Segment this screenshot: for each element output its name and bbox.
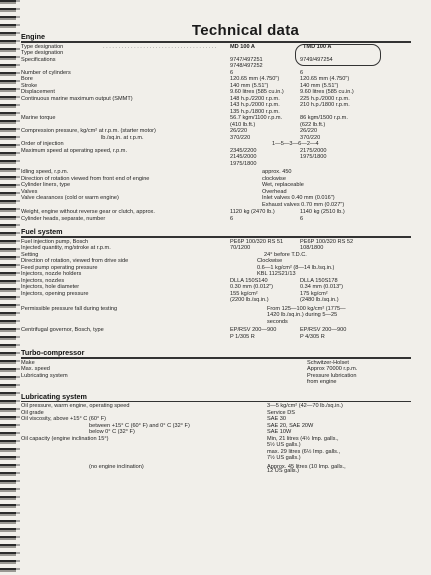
row-label: Oil grade [21, 409, 44, 416]
model-a-value: 56.7 kgm/1100 r.p.m. [230, 115, 283, 121]
row-label: Make [21, 359, 35, 366]
model-a-value: 120.65 mm (4.750") [230, 76, 280, 82]
section-rule [21, 41, 411, 43]
row-label: Oil pressure, warm engine, operating speed [21, 403, 130, 409]
model-a-value: 155 kg/cm² [230, 290, 258, 297]
lube-value: Min, 21 litres (4½ Imp. galls., [267, 435, 339, 442]
nozzle-holders-value: KBL 112S21/13 [257, 271, 296, 277]
detail-value: clockwise [262, 175, 286, 182]
row-label: Fuel injection pump, Bosch [21, 238, 89, 245]
detail-value: Wet, replaceable [262, 182, 304, 188]
turbo-value: from engine [307, 379, 337, 385]
section-rule [21, 236, 411, 238]
model-b-value: 1975/1800 [300, 154, 327, 160]
row-label: Cylinder liners, type [21, 182, 71, 188]
row-label: Direction of rotation viewed from front end of engine [21, 175, 150, 182]
row-label: Type designation [21, 50, 64, 56]
lube-value: SAE 10W [267, 429, 292, 435]
row-label: Displacement [21, 89, 55, 95]
binding-holes [16, 0, 20, 575]
row-label: (no engine inclination) [89, 463, 144, 470]
model-a-value: 2345/2200 [230, 147, 257, 154]
pressure-fall-value: From 125—100 kg/cm² (1775— [267, 305, 346, 312]
spec-content [21, 32, 425, 479]
model-a-value: EP/RSV 200—900 [230, 327, 277, 333]
model-a-value: 70/1200 [230, 245, 251, 251]
model-a-value: 2145/2000 [230, 154, 257, 160]
lube-value: 7½ US galls.) [267, 455, 301, 461]
section-engine-heading: Engine [21, 32, 45, 41]
model-b-value: 140 mm (5.51") [300, 82, 339, 89]
model-a-value: 148 h.p./2200 r.p.m. [230, 95, 280, 102]
row-label: Valve clearances (cold or warm engine) [21, 195, 119, 201]
model-b-value: 370/220 [300, 134, 321, 141]
model-b-value: DLLA 150S178 [300, 277, 338, 284]
model-a-value: 6 [230, 69, 234, 76]
row-label: Direction of rotation, viewed from drive side [21, 258, 129, 264]
model-a-value: 9.60 litres (585 cu.in.) [230, 89, 284, 95]
lube-value: max. 29 litres (6½ Imp. galls., [267, 448, 341, 455]
model-b-value: 9749/497254 [300, 56, 333, 63]
model-b-value: 6 [300, 215, 304, 222]
model-b-value: 86 kgm/1500 r.p.m. [300, 115, 348, 121]
model-b-value: P 4/305 R [300, 333, 325, 340]
row-label: Injectors, opening pressure [21, 290, 89, 297]
row-label: Injectors, hole diameter [21, 284, 80, 290]
row-label: Stroke [21, 82, 38, 89]
model-a-value: 1975/1800 [230, 160, 257, 167]
section-rule [21, 401, 411, 403]
model-a-value: (2200 lb./sq.in.) [230, 297, 269, 303]
row-label: Setting [21, 251, 39, 258]
row-label: Centrifugal governor, Bosch, type [21, 327, 104, 333]
row-label: Specifications [21, 56, 56, 63]
row-label: Compression pressure, kg/cm² at r.p.m. (starter motor) [21, 128, 156, 134]
row-label: Permissible pressure fall during testing [21, 305, 118, 312]
model-b-value: (2480 lb./sq.in.) [300, 297, 339, 303]
model-b-value: 108/1800 [300, 245, 324, 251]
lube-value: SAE 20, SAE 20W [267, 422, 314, 429]
model-b-value: 2175/2000 [300, 147, 327, 154]
model-b-value: 6 [300, 69, 304, 76]
setting-value: 24° before T.D.C. [264, 251, 307, 258]
lube-table [21, 403, 425, 479]
row-label: Max. speed [21, 366, 50, 372]
model-b-value: 210 h.p./1800 r.p.m. [300, 102, 350, 108]
pressure-fall-value: 1420 lb./sq.in.) during 5—25 [267, 312, 338, 318]
model-a-value: DLLA 150S140 [230, 277, 268, 284]
model-a-value: 1120 kg (2470 lb.) [230, 209, 275, 215]
pressure-fall-value: seconds [267, 318, 288, 325]
section-rule [21, 357, 411, 359]
injection-order-value: 1—5—3—6—2—4 [272, 141, 319, 147]
model-a-value: 9748/497252 [230, 63, 263, 69]
model-b-value: 225 h.p./2000 r.p.m. [300, 95, 350, 102]
row-label: Injected quantity, mg/stroke at r.p.m. [21, 245, 111, 251]
row-label: Weight, engine without reverse gear or clutch, approx. [21, 209, 155, 215]
row-label: Order of injection [21, 141, 64, 147]
model-b-value: 1140 kg (2510 lb.) [300, 209, 345, 215]
model-b-value: (622 lb.ft.) [300, 121, 326, 128]
model-b-value: EP/RSV 200—900 [300, 327, 347, 333]
model-a-value: PE6P 100/320 RS 51 [230, 238, 284, 245]
section-turbo-heading: Turbo-compressor [21, 348, 85, 357]
detail-value: Inlet valves 0.40 mm (0.016") [262, 195, 335, 201]
model-a-value: 135 h.p./1800 r.p.m. [230, 108, 280, 115]
model-b-value: 9.60 litres (585 cu.in.) [300, 89, 354, 95]
engine-table [21, 44, 425, 226]
lube-value: Approx. 45 litres (10 Imp. galls., [267, 463, 346, 470]
model-a-value: (410 lb.ft.) [230, 121, 256, 128]
feed-pressure-value: 0.6—1 kg/cm² (8—14 lb./sq.in.) [257, 264, 335, 271]
row-label: Bore [21, 76, 33, 82]
model-a-value: 26/220 [230, 128, 248, 134]
model-a-value: 9747/497251 [230, 56, 263, 63]
section-fuel-heading: Fuel system [21, 227, 63, 236]
row-label: Marine torque [21, 115, 56, 121]
detail-value: Exhaust valves 0.70 mm (0.027") [262, 201, 345, 208]
row-label: Oil viscosity, above +15° C (60° F) [21, 416, 107, 422]
model-b-value: 120.65 mm (4.750") [300, 76, 350, 82]
turbo-table [21, 360, 425, 388]
fuel-table [21, 239, 425, 347]
model-a-value: 370/220 [230, 134, 251, 141]
lube-value: SAE 30 [267, 416, 286, 422]
model-a-value: 143 h.p./2000 r.p.m. [230, 102, 280, 108]
model-a-value: P 1/305 R [230, 333, 255, 340]
model-b-value: 175 kg/cm² [300, 290, 328, 297]
turbo-value: Approx 70000 r.p.m. [307, 366, 358, 372]
row-label: Oil capacity (engine inclination 15°) [21, 435, 109, 442]
model-b-header: TMD 100 A [303, 43, 332, 50]
leader-dots: . . . . . . . . . . . . . . . . . . . . . . . . . . . . . . . . . . . . . [103, 43, 217, 50]
row-label: Continuous marine maximum output (SMMT) [21, 95, 133, 102]
spiral-binding [0, 0, 16, 575]
row-label: Idling speed, r.p.m. [21, 169, 69, 175]
row-label: Injectors, nozzle holders [21, 271, 82, 277]
model-a-value: 0.30 mm (0.012") [230, 284, 274, 290]
row-label: lb./sq.in. at r.p.m. [101, 134, 144, 141]
row-label: Injectors, nozzles [21, 277, 65, 284]
lube-value: 3—5 kg/cm² (42—70 lb./sq.in.) [267, 403, 343, 409]
turbo-value: Schwitzer-Holset [307, 359, 349, 366]
row-label: Maximum speed at operating speed, r.p.m. [21, 147, 128, 154]
row-label: Cylinder heads, separate, number [21, 215, 106, 222]
turbo-value: Pressure lubrication [307, 372, 357, 379]
model-b-value: 26/220 [300, 128, 318, 134]
model-a-value: 6 [230, 215, 234, 222]
row-label: between +15° C (60° F) and 0° C (32° F) [89, 422, 190, 429]
section-lube-heading: Lubricating system [21, 391, 87, 401]
row-label: Valves [21, 188, 38, 195]
lube-value: 12 US galls.) [267, 468, 300, 474]
page-title: Technical data [191, 22, 300, 39]
model-b-value: 0.34 mm (0.013") [300, 284, 344, 290]
model-b-value: PE6P 100/320 RS 52 [300, 238, 354, 245]
detail-value: Overhead [262, 188, 287, 195]
row-label: Feed pump operating pressure [21, 264, 98, 271]
lube-value: Service DS [267, 409, 295, 416]
model-a-header: MD 100 A [230, 43, 255, 50]
row-label: Type designation [21, 43, 64, 50]
detail-value: approx. 450 [262, 169, 292, 175]
direction-value: Clockwise [257, 258, 283, 264]
lube-value: 5½ US galls.) [267, 442, 301, 448]
row-label: below 0° C (32° F) [89, 429, 135, 435]
row-label: Lubricating system [21, 372, 68, 379]
row-label: Number of cylinders [21, 69, 71, 76]
model-a-value: 140 mm (5.51") [230, 82, 269, 89]
